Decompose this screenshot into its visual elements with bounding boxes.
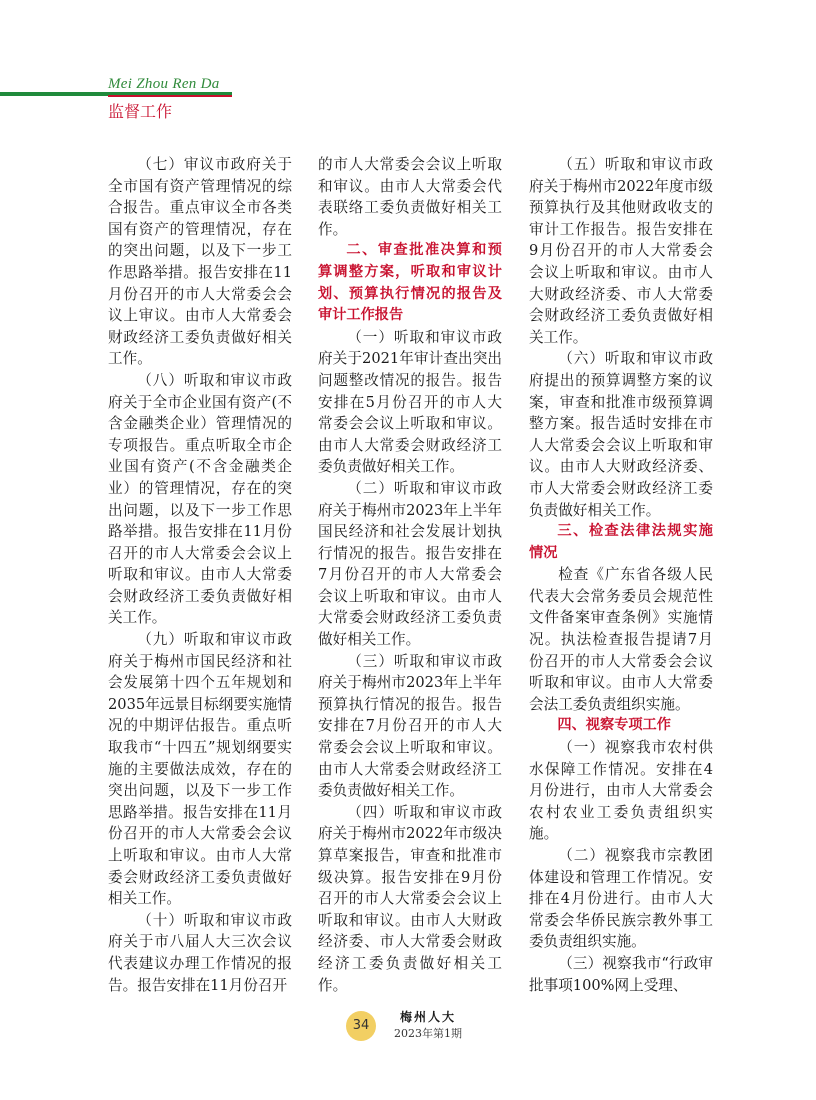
header-rule-red [108, 95, 232, 97]
paragraph: （五）听取和审议市政府关于梅州市2022年度市级预算执行及其他财政收支的审计工作报告。报告安排在9月份召开的市人大常委会会议上听取和审议。由市人大财政经济委、市人大常委会财政经济工委负责做好相关工作。 [529, 156, 713, 346]
paragraph: （一）视察我市农村供水保障工作情况。安排在4月份进行，由市人大常委会农村农业工委负责组织实施。 [529, 739, 713, 843]
section-heading: 四、视察专项工作 [557, 717, 671, 734]
paragraph: （三）听取和审议市政府关于梅州市2023年上半年预算执行情况的报告。报告安排在7月份召开的市人大常委会会议上听取和审议。由市人大常委会财政经济工委负责做好相关工作。 [318, 652, 502, 800]
page-footer [346, 1010, 476, 1044]
section-label: 监督工作 [108, 102, 173, 121]
paragraph: （一）听取和审议市政府关于2021年审计查出突出问题整改情况的报告。报告安排在5月份召开的市人大常委会会议上听取和审议。由市人大常委会财政经济工委负责做好相关工作。 [318, 328, 502, 476]
paragraph: （七）审议市政府关于全市国有资产管理情况的综合报告。重点审议全市各类国有资产的管理情况，存在的突出问题，以及下一步工作思路举措。报告安排在11月份召开的市人大常委会会议上审议。由市人大常委会财政经济工委负责做好相关工作。 [108, 156, 292, 368]
paragraph: （六）听取和审议市政府提出的预算调整方案的议案，审查和批准市级预算调整方案。报告适时安排在市人大常委会会议上听取和审议。由市人大财政经济委、市人大常委会财政经济工委负责做好相关工作。 [529, 350, 713, 519]
paragraph: （二）听取和审议市政府关于梅州市2023年上半年国民经济和社会发展计划执行情况的报告。报告安排在7月份召开的市人大常委会会议上听取和审议。由市人大常委会财政经济工委负责做好相关工作。 [318, 479, 502, 649]
text-column-2 [318, 154, 502, 996]
section-heading: 二、审查批准决算和预算调整方案，听取和审议计划、预算执行情况的报告及审计工作报告 [318, 242, 502, 324]
paragraph: （三）视察我市“行政审批事项100%网上受理、 [529, 954, 713, 994]
issue-label: 2023年第1期 [394, 1027, 462, 1040]
text-column-3 [529, 154, 713, 996]
paragraph: 检查《广东省各级人民代表大会常务委员会规范性文件备案审查条例》实施情况。执法检查报告提请7月份召开的市人大常委会会议听取和审议。由市人大常委会法工委负责组织实施。 [529, 566, 713, 713]
paragraph: （四）听取和审议市政府关于梅州市2022年市级决算草案报告，审查和批准市级决算。报告安排在9月份召开的市人大常委会会议上听取和审议。由市人大财政经济委、市人大常委会财政经济工委负责做好相关工作。 [318, 803, 502, 994]
paragraph: （八）听取和审议市政府关于全市企业国有资产(不含金融类企业）管理情况的专项报告。重点听取全市企业国有资产(不含金融类企业）的管理情况，存在的突出问题，以及下一步工作思路举措。报告安排在11月份召开的市人大常委会会议上听取和审议。由市人大常委会财政经济工委负责做好相关工作。 [108, 371, 292, 627]
magazine-brand: Mei Zhou Ren Da [108, 76, 220, 92]
paragraph: 的市人大常委会会议上听取和审议。由市人大常委会代表联络工委负责做好相关工作。 [318, 156, 502, 238]
page-number-badge: 34 [346, 1011, 376, 1041]
paragraph: （二）视察我市宗教团体建设和管理工作情况。安排在4月份进行。由市人大常委会华侨民族宗教外事工委负责组织实施。 [529, 847, 713, 951]
section-heading: 三、检查法律法规实施情况 [529, 523, 713, 561]
text-column-1 [108, 154, 292, 996]
paragraph: （九）听取和审议市政府关于梅州市国民经济和社会发展第十四个五年规划和2035年远景目标纲要实施情况的中期评估报告。重点听取我市“十四五”规划纲要实施的主要做法成效，存在的突出问题，以及下一步工作思路举措。报告安排在11月份召开的市人大常委会会议上听取和审议。由市人大常委会财政经济工委负责做好相关工作。 [108, 631, 292, 908]
journal-name: 梅州人大 [399, 1010, 456, 1024]
paragraph: （十）听取和审议市政府关于市八届人大三次会议代表建议办理工作情况的报告。报告安排在11月份召开 [108, 911, 292, 994]
